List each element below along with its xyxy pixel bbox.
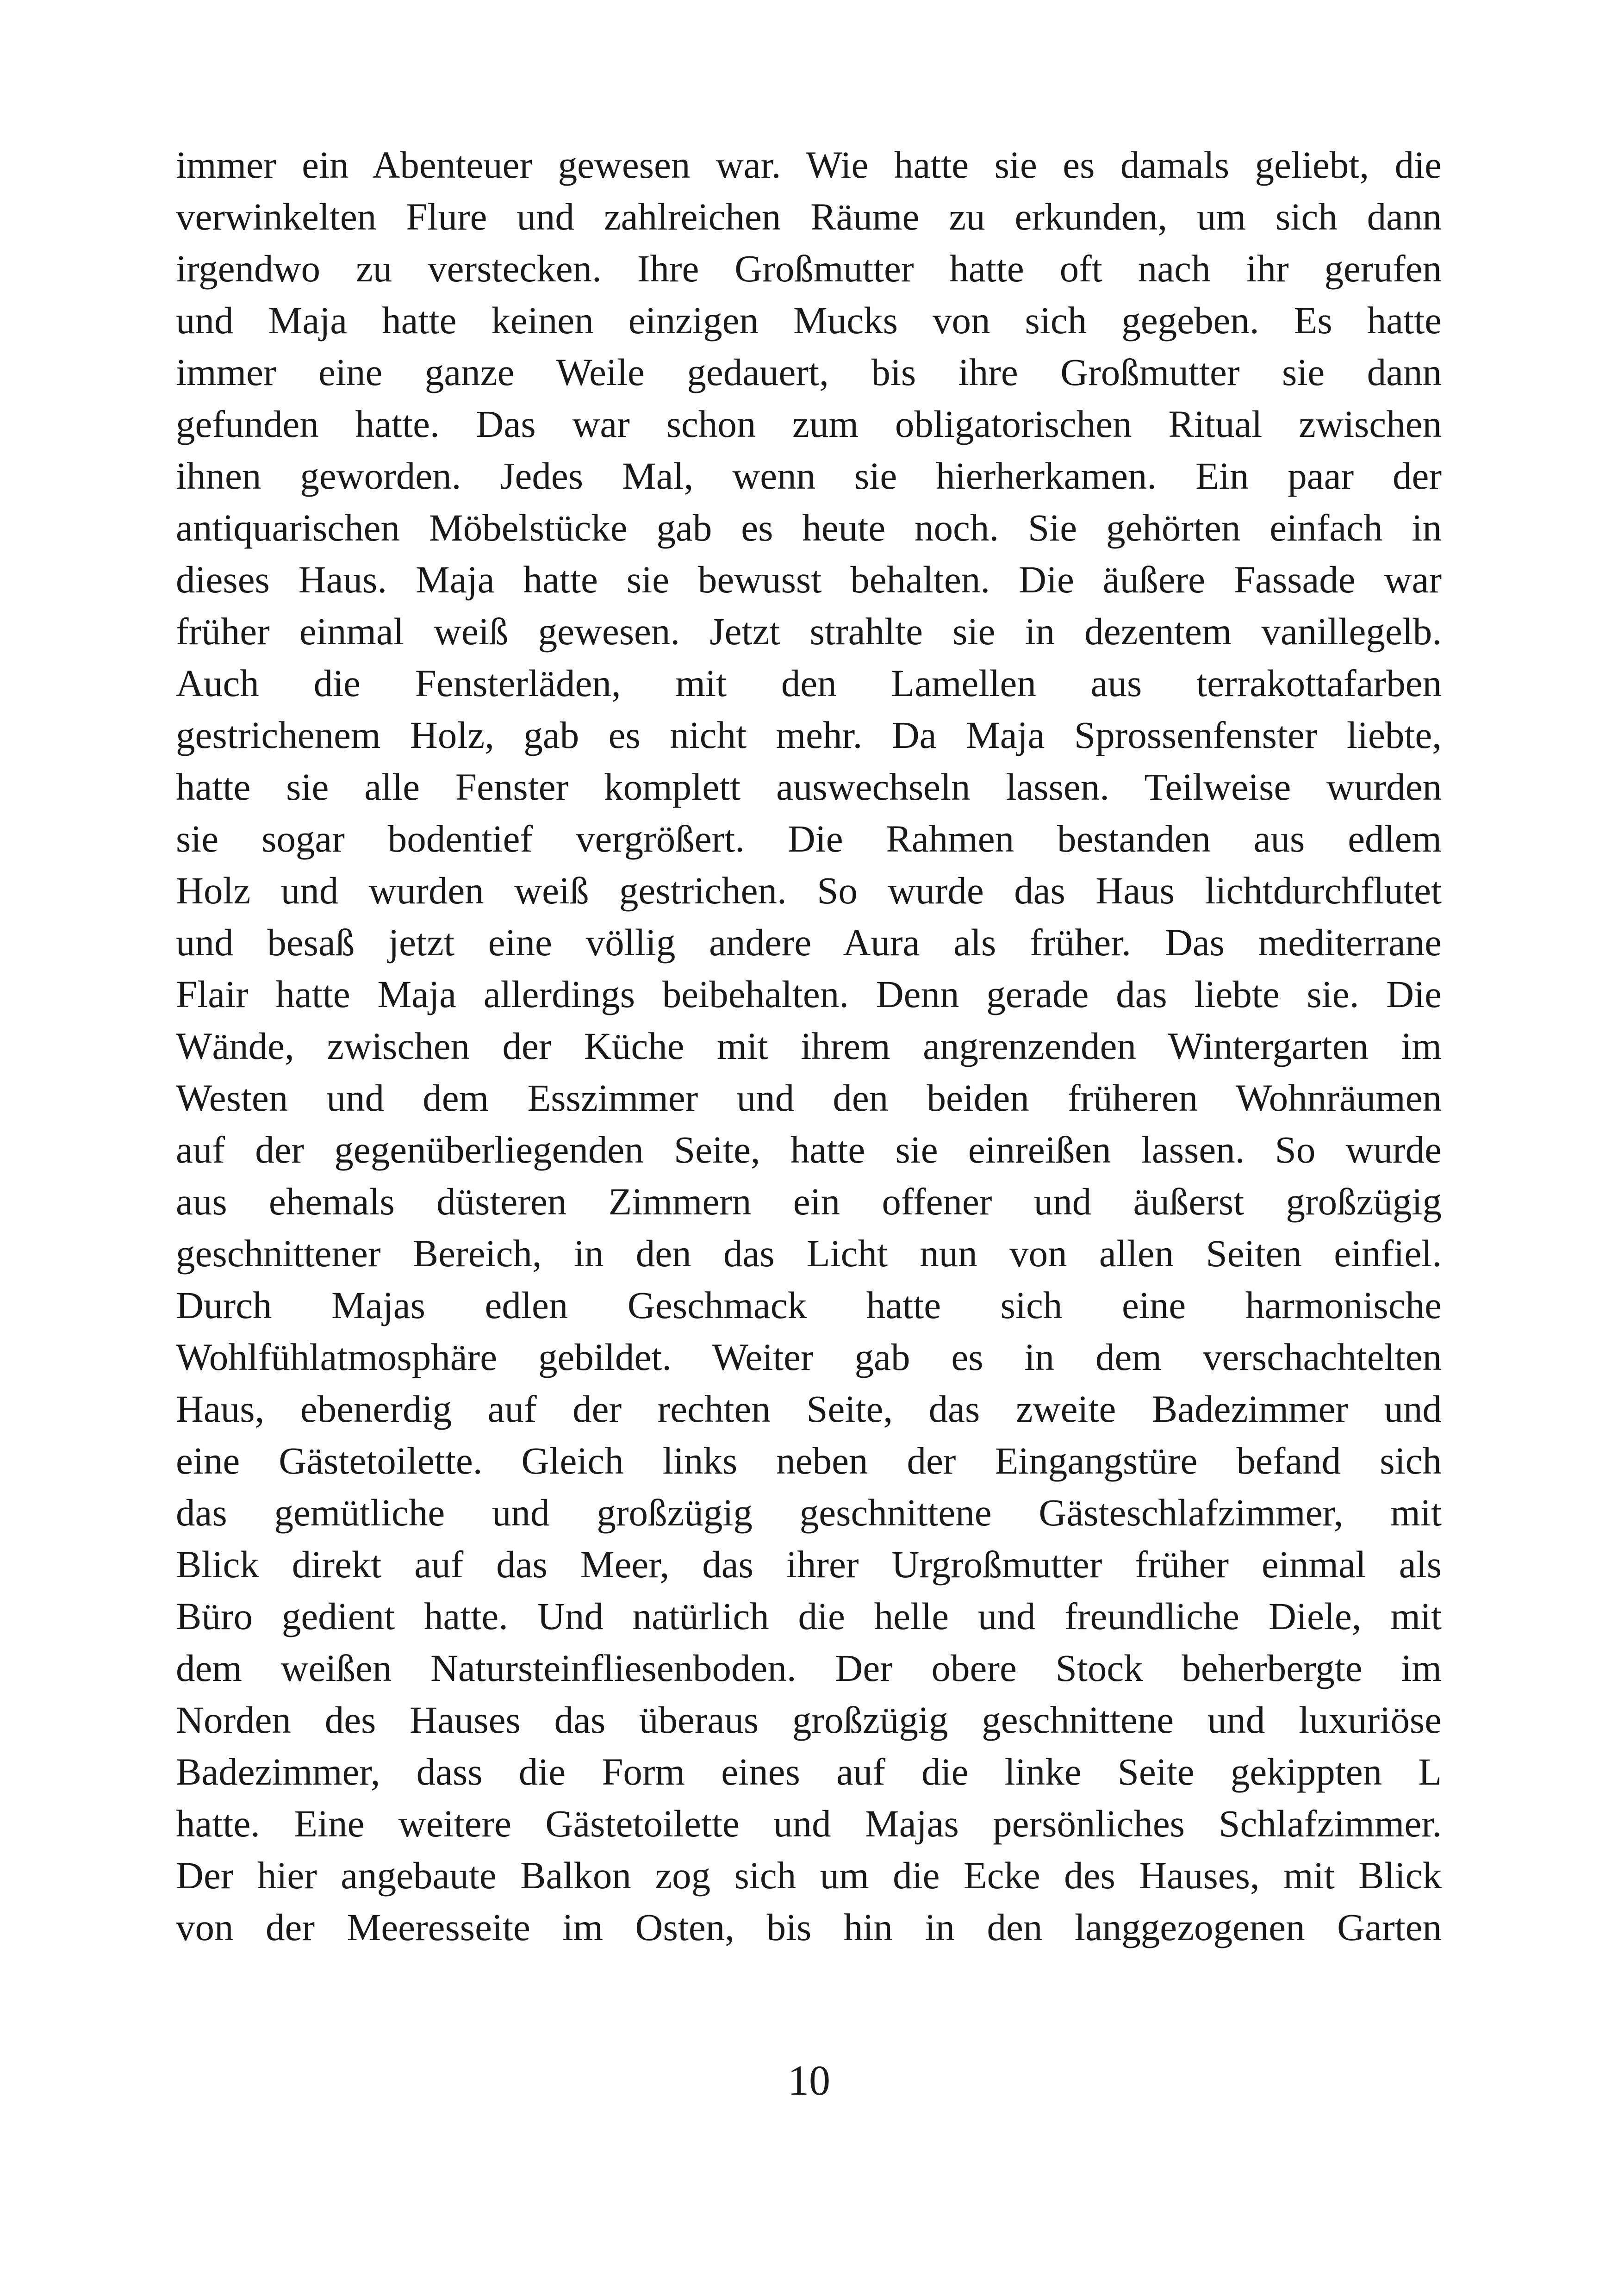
page-number: 10	[788, 2057, 830, 2104]
text-line: Wohlfühlatmosphäre gebildet. Weiter gab es in dem verschachtelten	[176, 1336, 1442, 1378]
text-line: immer eine ganze Weile gedauert, bis ihre Großmutter sie dann	[176, 351, 1442, 393]
text-line: Westen und dem Esszimmer und den beiden früheren Wohnräumen	[176, 1076, 1442, 1119]
text-line: das gemütliche und großzügig geschnittene Gästeschlafzimmer, mit	[176, 1491, 1442, 1534]
text-line: und besaß jetzt eine völlig andere Aura als früher. Das mediterrane	[176, 921, 1442, 964]
body-text	[176, 139, 1442, 1953]
text-line: Auch die Fensterläden, mit den Lamellen aus terrakottafarben	[176, 662, 1442, 704]
text-line: dem weißen Natursteinfliesenboden. Der obere Stock beherbergte im	[176, 1647, 1442, 1689]
text-line: irgendwo zu verstecken. Ihre Großmutter hatte oft nach ihr gerufen	[176, 247, 1442, 290]
text-line: sie sogar bodentief vergrößert. Die Rahmen bestanden aus edlem	[176, 817, 1442, 860]
text-line: verwinkelten Flure und zahlreichen Räume zu erkunden, um sich dann	[176, 195, 1442, 238]
text-line: Blick direkt auf das Meer, das ihrer Urgroßmutter früher einmal als	[176, 1543, 1442, 1586]
text-line: früher einmal weiß gewesen. Jetzt strahlte sie in dezentem vanillegelb.	[176, 610, 1442, 653]
text-line: auf der gegenüberliegenden Seite, hatte sie einreißen lassen. So wurde	[176, 1128, 1442, 1171]
text-line: hatte sie alle Fenster komplett auswechseln lassen. Teilweise wurden	[176, 765, 1442, 808]
text-line: Der hier angebaute Balkon zog sich um die Ecke des Hauses, mit Blick	[176, 1854, 1442, 1897]
text-line: Durch Majas edlen Geschmack hatte sich eine harmonische	[176, 1284, 1442, 1326]
text-line: geschnittener Bereich, in den das Licht nun von allen Seiten einfiel.	[176, 1232, 1442, 1275]
text-line: Flair hatte Maja allerdings beibehalten. Denn gerade das liebte sie. Die	[176, 973, 1442, 1015]
text-line: Haus, ebenerdig auf der rechten Seite, das zweite Badezimmer und	[176, 1388, 1442, 1430]
text-line: antiquarischen Möbelstücke gab es heute noch. Sie gehörten einfach in	[176, 506, 1442, 549]
text-line: Norden des Hauses das überaus großzügig geschnittene und luxuriöse	[176, 1699, 1442, 1741]
text-line: gestrichenem Holz, gab es nicht mehr. Da Maja Sprossenfenster liebte,	[176, 714, 1442, 756]
text-line: dieses Haus. Maja hatte sie bewusst behalten. Die äußere Fassade war	[176, 558, 1442, 601]
text-line: von der Meeresseite im Osten, bis hin in den langgezogenen Garten	[176, 1906, 1442, 1948]
text-line: Büro gedient hatte. Und natürlich die helle und freundliche Diele, mit	[176, 1595, 1442, 1637]
text-line: Wände, zwischen der Küche mit ihrem angrenzenden Wintergarten im	[176, 1025, 1442, 1067]
text-line: hatte. Eine weitere Gästetoilette und Majas persönliches Schlafzimmer.	[176, 1802, 1442, 1845]
text-line: Holz und wurden weiß gestrichen. So wurde das Haus lichtdurchflutet	[176, 869, 1442, 912]
text-line: aus ehemals düsteren Zimmern ein offener und äußerst großzügig	[176, 1180, 1442, 1223]
text-line: Badezimmer, dass die Form eines auf die linke Seite gekippten L	[176, 1750, 1442, 1793]
text-line: eine Gästetoilette. Gleich links neben der Eingangstüre befand sich	[176, 1439, 1442, 1482]
text-line: gefunden hatte. Das war schon zum obligatorischen Ritual zwischen	[176, 403, 1442, 445]
text-line: immer ein Abenteuer gewesen war. Wie hatte sie es damals geliebt, die	[176, 143, 1442, 186]
text-line: und Maja hatte keinen einzigen Mucks von sich gegeben. Es hatte	[176, 299, 1442, 342]
text-line: ihnen geworden. Jedes Mal, wenn sie hierherkamen. Ein paar der	[176, 454, 1442, 497]
